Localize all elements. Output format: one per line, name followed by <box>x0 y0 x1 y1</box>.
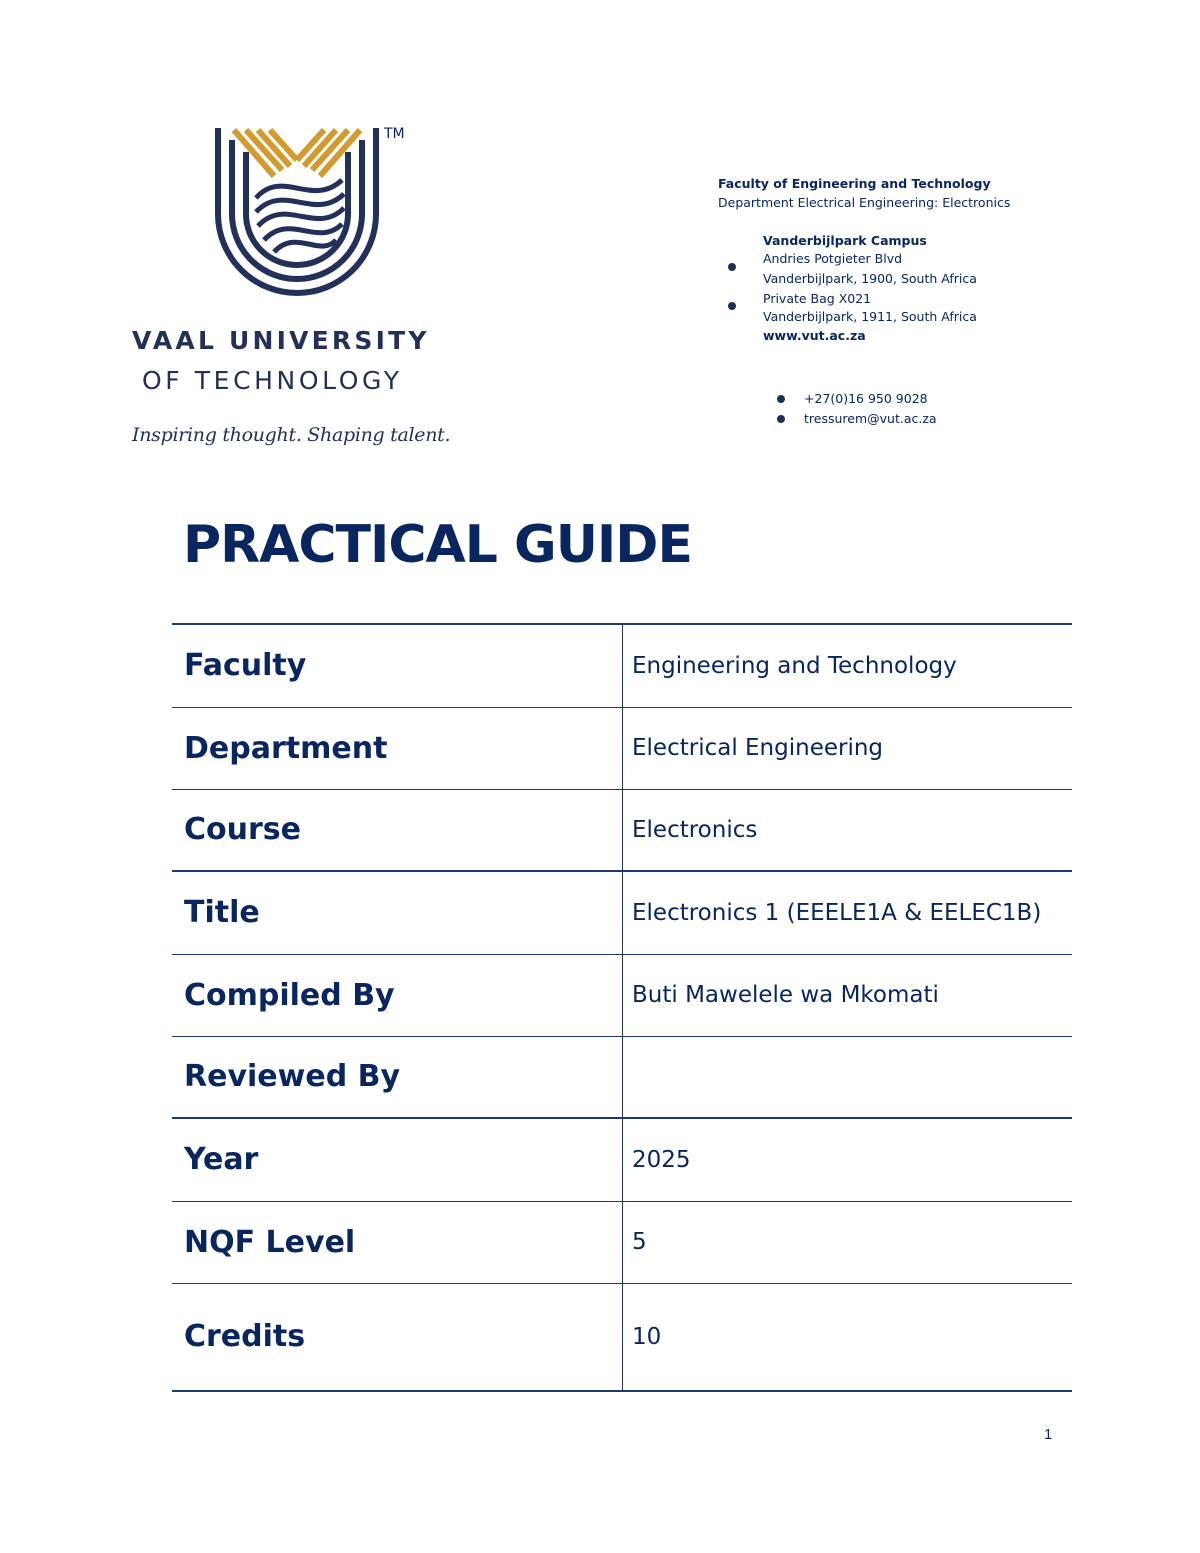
row-label: Title <box>172 871 623 954</box>
row-value: Engineering and Technology <box>623 624 1073 707</box>
table-row <box>172 624 1072 707</box>
row-value: Electronics <box>623 789 1073 871</box>
postal-icon <box>728 302 736 310</box>
row-label: Course <box>172 789 623 871</box>
row-label: Faculty <box>172 624 623 707</box>
street-address-line2: Vanderbijlpark, 1900, South Africa <box>763 271 977 286</box>
document-title: PRACTICAL GUIDE <box>183 515 692 575</box>
email-link[interactable]: tressurem@vut.ac.za <box>804 411 937 426</box>
vut-emblem-icon <box>212 128 382 298</box>
row-label: Credits <box>172 1283 623 1391</box>
faculty-heading: Faculty of Engineering and Technology <box>718 176 991 191</box>
row-label: Department <box>172 707 623 789</box>
postal-address-line2: Vanderbijlpark, 1911, South Africa <box>763 309 977 324</box>
table-row <box>172 954 1072 1036</box>
university-tagline: Inspiring thought. Shaping talent. <box>132 424 451 446</box>
phone-number: +27(0)16 950 9028 <box>804 391 928 406</box>
university-name-line1: VAAL UNIVERSITY <box>132 326 430 355</box>
page-number: 1 <box>1044 1426 1053 1443</box>
row-value: 2025 <box>623 1118 1073 1201</box>
row-label: NQF Level <box>172 1201 623 1283</box>
table-row <box>172 871 1072 954</box>
phone-icon <box>777 395 785 403</box>
university-name-line2: OF TECHNOLOGY <box>142 366 403 395</box>
table-row <box>172 1118 1072 1201</box>
row-label: Year <box>172 1118 623 1201</box>
course-info-table <box>172 623 1072 1392</box>
row-value: 5 <box>623 1201 1073 1283</box>
department-line: Department Electrical Engineering: Electronics <box>718 195 1011 210</box>
street-address-line1: Andries Potgieter Blvd <box>763 251 903 266</box>
table-row <box>172 789 1072 871</box>
row-label: Compiled By <box>172 954 623 1036</box>
row-label: Reviewed By <box>172 1036 623 1118</box>
row-value: Electrical Engineering <box>623 707 1073 789</box>
website-link[interactable]: www.vut.ac.za <box>763 328 866 343</box>
table-row <box>172 707 1072 789</box>
row-value: 10 <box>623 1283 1073 1391</box>
trademark-mark: TM <box>384 126 405 142</box>
postal-address-line1: Private Bag X021 <box>763 291 872 306</box>
row-value: Electronics 1 (EEELE1A & EELEC1B) <box>623 871 1073 954</box>
table-row <box>172 1201 1072 1283</box>
table-row <box>172 1036 1072 1118</box>
email-icon <box>777 415 785 423</box>
campus-heading: Vanderbijlpark Campus <box>763 233 927 248</box>
row-value <box>623 1036 1073 1118</box>
location-icon <box>728 263 736 271</box>
row-value: Buti Mawelele wa Mkomati <box>623 954 1073 1036</box>
table-row <box>172 1283 1072 1391</box>
